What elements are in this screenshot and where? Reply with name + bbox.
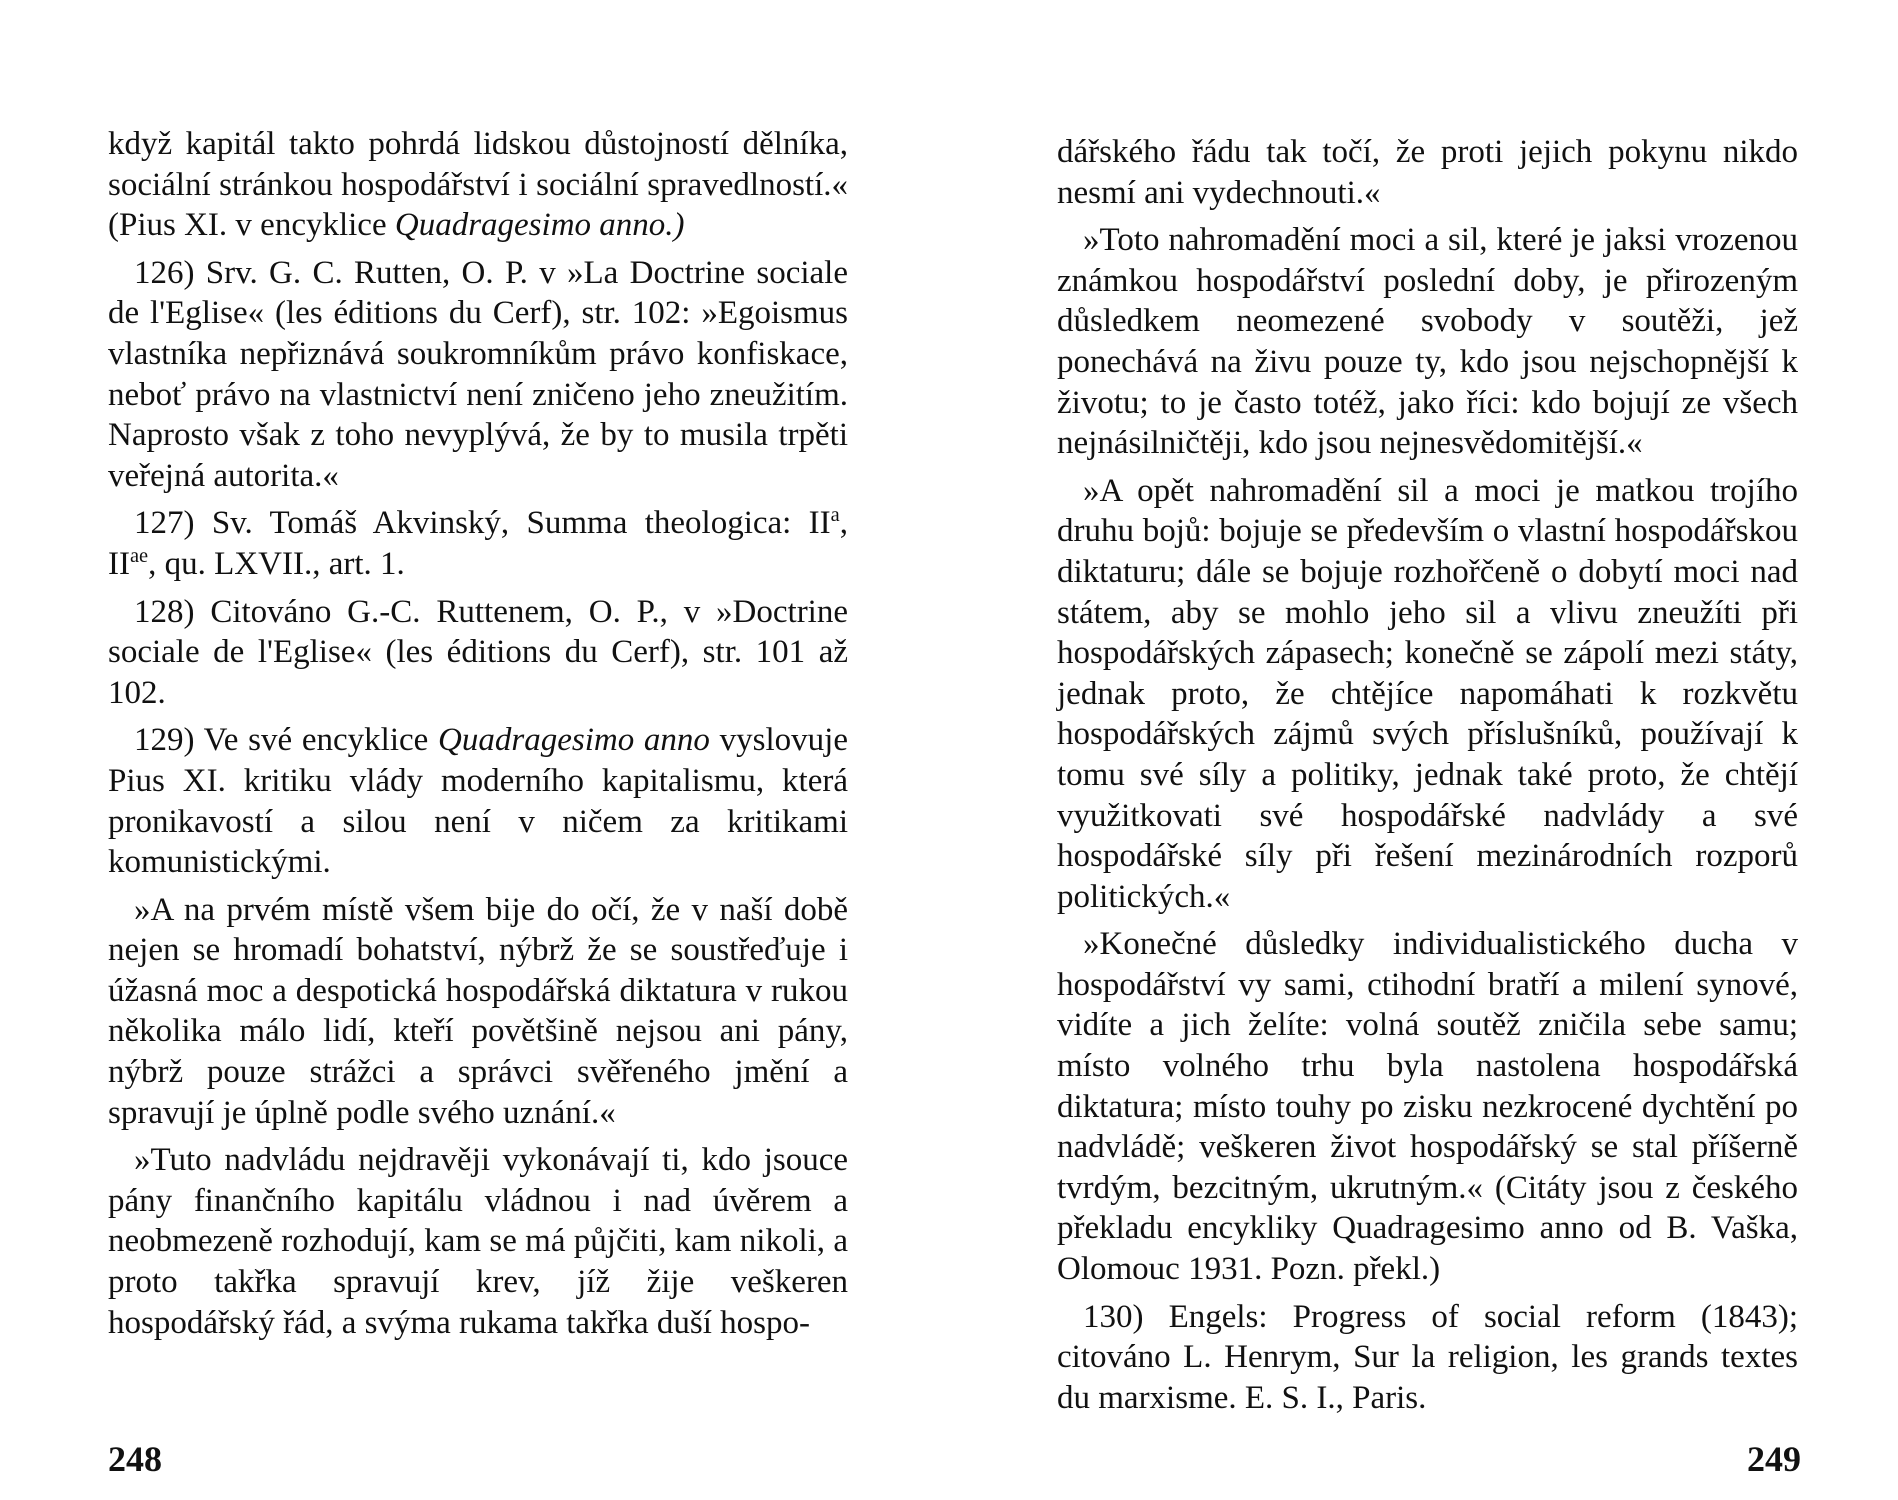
note-127: 127) Sv. Tomáš Akvinský, Summa theologica: $II^a$, $II^{ae}$, qu. LXVII., art. 1. xyxy=(108,504,848,582)
right-page xyxy=(949,0,1898,1500)
note-126: 126) Srv. G. C. Rutten, O. P. v »La Doctrine sociale de l'Eglise« (les éditions du Cerf), str. 102: »Egoismus vlastníka nepřiznává soukromníkům právo konfiskace, neboť právo na vlastnictví není zničeno jeho zneužitím. Naprosto však z toho nevyplývá, že by to musila trpěti veřejná autorita.« xyxy=(108,254,848,494)
quote-paragraph: »A opět nahromadění sil a moci je matkou trojího druhu bojů: bojuje se především o vlastní hospodářskou diktaturu; dále se bojuje rozhořčeně o dobytí moci nad státem, aby se mohlo jeho sil a vlivu zneužíti při hospodářských zápasech; konečně se zápolí mezi státy, jednak proto, že chtějíce napomáhati k rozkvětu hospodářských zájmů svých příslušníků, používají k tomu své síly a politiky, jednak také proto, že chtějí využitkovati své hospodářské nadvlády a své hospodářské síly při řešení mezinárodních rozporů politických.« xyxy=(1057,472,1798,915)
work-title: Quadragesimo anno.) xyxy=(394,207,685,244)
paragraph-carryover: když kapitál takto pohrdá lidskou důstojností dělníka, sociální stránkou hospodářství i sociální spravedlností.« (Pius XI. v encyklice Quadragesimo anno.) xyxy=(108,126,848,244)
quote-paragraph: »Konečné důsledky individualistického ducha v hospodářství vy sami, ctihodní bratří a milení synové, vidíte a jich želíte: volná soutěž zničila sebe samu; místo volného trhu byla nastolena hospodářská diktatura; místo touhy po zisku nezkrocené dychtění po nadvládě; veškeren život hospodářský se stal příšerně tvrdým, bezcitným, ukrutným.« (Citáty jsou z českého překladu encykliky Quadragesimo anno od B. Vaška, Olomouc 1931. Pozn. překl.) xyxy=(1057,926,1798,1288)
right-page-text xyxy=(1057,132,1798,1425)
left-page-text xyxy=(108,124,848,1350)
note-128: 128) Citováno G.-C. Ruttenem, O. P., v »Doctrine sociale de l'Eglise« (les éditions du Cerf), str. 101 až 102. xyxy=(108,593,848,711)
work-title: Quadragesimo anno xyxy=(438,722,710,759)
quote-paragraph: »A na prvém místě všem bije do očí, že v naší době nejen se hromadí bohatství, nýbrž že se soustřeďuje i úžasná moc a despotická hospodářská diktatura v rukou několika málo lidí, kteří povětšině nejsou ani pány, nýbrž pouze strážci a správci svěřeného jmění a spravují je úplně podle svého uznání.« xyxy=(108,891,848,1131)
quote-paragraph: »Tuto nadvládu nejdravěji vykonávají ti, kdo jsouce pány finančního kapitálu vládnou i nad úvěrem a neobmezeně rozhodují, kam se má půjčiti, kam nikoli, a proto takřka spravují krev, jíž žije veškeren hospodářský řád, a svýma rukama takřka duší hospo- xyxy=(108,1142,848,1341)
page-number: 248 xyxy=(108,1439,162,1479)
note-129: 129) Ve své encyklice Quadragesimo anno vyslovuje Pius XI. kritiku vlády moderního kapitalismu, která pronikavostí a silou není v ničem za kritikami komunistickými. xyxy=(108,722,848,881)
paragraph-carryover: dářského řádu tak točí, že proti jejich pokynu nikdo nesmí ani vydechnouti.« xyxy=(1057,134,1798,211)
page-number: 249 xyxy=(1747,1439,1801,1479)
quote-paragraph: »Toto nahromadění moci a sil, které je jaksi vrozenou známkou hospodářství poslední doby, je přirozeným důsledkem neomezené svobody v soutěži, jež ponechává na živu pouze ty, kdo jsou nejschopnější k životu; to je často totéž, jako říci: kdo bojují ze všech nejnásilničtěji, kdo jsou nejnesvědomitější.« xyxy=(1057,222,1798,462)
note-130: 130) Engels: Progress of social reform (1843); citováno L. Henrym, Sur la religion, les grands textes du marxisme. E. S. I., Paris. xyxy=(1057,1298,1798,1416)
